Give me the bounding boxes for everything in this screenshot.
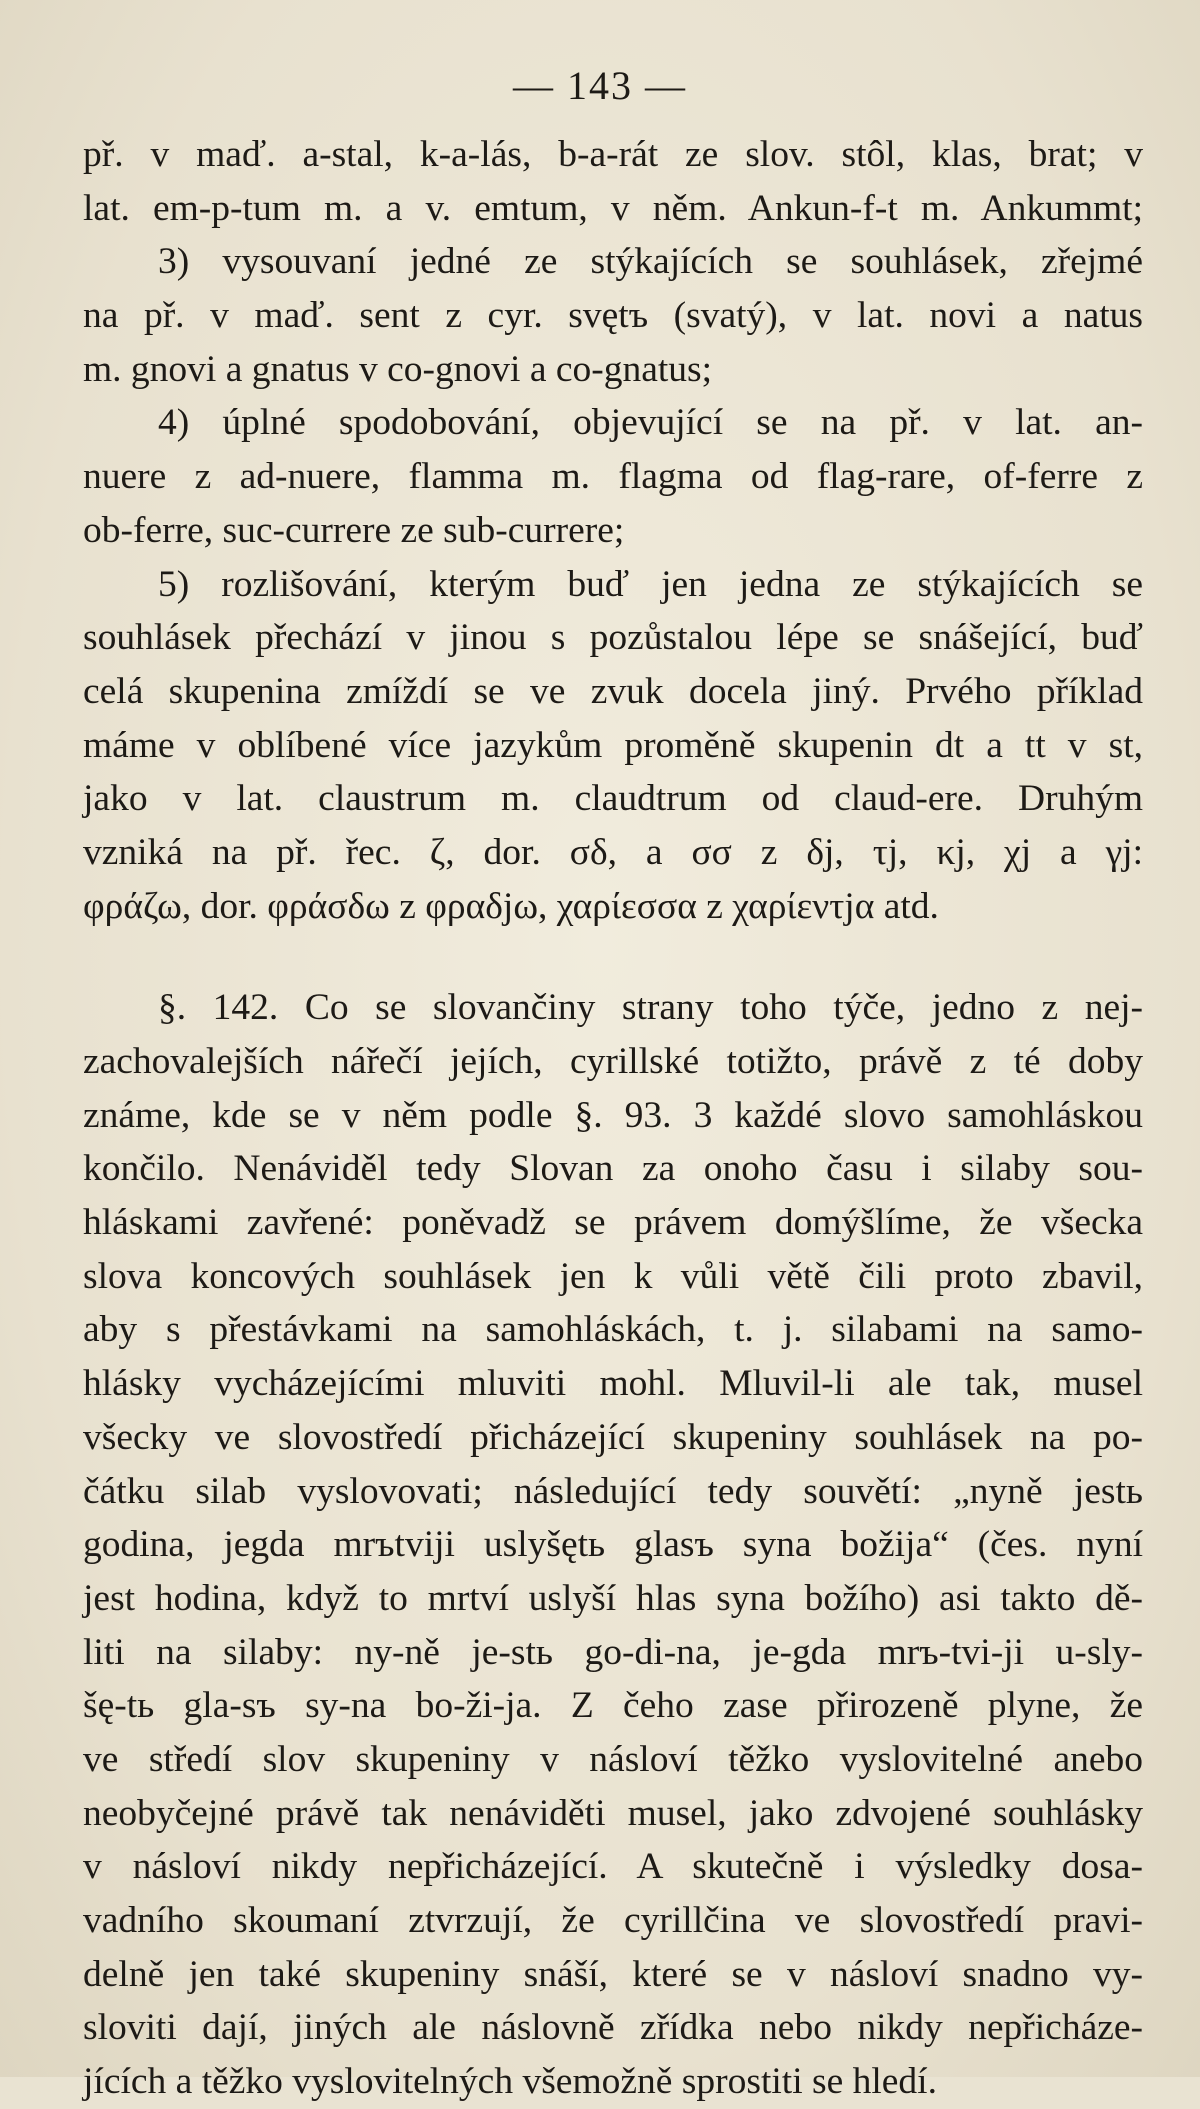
text-line: zachovalejších nářečí jejích, cyrillské totižto, právě z té doby — [83, 1041, 1143, 1082]
text-line: slova koncových souhlásek jen k vůli větě čili proto zbavil, — [83, 1255, 1143, 1297]
text-line: vadního skoumaní ztvrzují, že cyrillčina ve slovostředí pravi- — [83, 1900, 1143, 1941]
text-line: celá skupenina zmíždí se ve zvuk docela jiný. Prvého příklad — [83, 670, 1143, 712]
text-line: čátku silab vyslovovati; následující tedy souvětí: „nyně jestь — [83, 1470, 1143, 1512]
text-line: φράζω, dor. φράσδω z φραδjω, χαρίεσσα z χαρίεντjα atd. — [83, 885, 939, 927]
text-line: na př. v maď. sent z cyr. svętъ (svatý), v lat. novi a natus — [83, 295, 1143, 337]
page-number: — 143 — — [513, 63, 687, 108]
text-line: delně jen také skupeniny snáší, které se v násloví snadno vy- — [83, 1953, 1143, 1995]
text-line: neobyčejné právě tak nenáviděti musel, jako zdvojené souhlásky — [83, 1792, 1143, 1834]
text-block — [83, 128, 1143, 2109]
text-line: aby s přestávkami na samohláskách, t. j. silabami na samo- — [83, 1309, 1143, 1351]
paragraph-gap — [83, 933, 1143, 981]
text-line: souhlásek přechází v jinou s pozůstalou lépe se snášející, buď — [83, 617, 1143, 659]
text-line: šę-tь gla-sъ sy-na bo-ži-ja. Z čeho zase přirozeně plyne, že — [83, 1685, 1143, 1727]
text-line: jako v lat. claustrum m. claudtrum od claud-ere. Druhým — [83, 778, 1143, 820]
text-line: známe, kde se v něm podle §. 93. 3 každé slovo samohláskou — [83, 1094, 1143, 1136]
text-line: končilo. Nenáviděl tedy Slovan za onoho času i silaby sou- — [83, 1148, 1143, 1190]
text-line: lat. em-p-tum m. a v. emtum, v něm. Ankun-f-t m. Ankummt; — [83, 187, 1143, 229]
text-line: godina, jegda mrъtviji uslyšętь glasъ syna božija“ (čes. nyní — [83, 1524, 1143, 1566]
text-line: máme v oblíbené více jazykům proměně skupenin dt a tt v st, — [83, 724, 1143, 766]
text-line: 3) vysouvaní jedné ze stýkajících se souhlásek, zřejmé — [158, 241, 1143, 283]
text-line: ve středí slov skupeniny v násloví těžko vyslovitelné anebo — [83, 1738, 1143, 1780]
text-line: v násloví nikdy nepřicházející. A skutečně i výsledky dosa- — [83, 1846, 1143, 1888]
text-line: hláskami zavřené: poněvadž se právem domýšlíme, že všecka — [83, 1202, 1143, 1244]
text-line: sloviti dají, jiných ale náslovně zřídka nebo nikdy nepřicháze- — [83, 2007, 1143, 2049]
text-line: liti na silaby: ny-ně je-stь go-di-na, je-gda mrъ-tvi-ji u-sly- — [83, 1631, 1143, 1673]
text-line: ob-ferre, suc-currere ze sub-currere; — [83, 509, 625, 551]
text-line: vzniká na př. řec. ζ, dor. σδ, a σσ z δj, τj, κj, χj a γj: — [83, 831, 1143, 873]
text-line: m. gnovi a gnatus v co-gnovi a co-gnatus; — [83, 348, 713, 390]
text-line: 5) rozlišování, kterým buď jen jedna ze stýkajících se — [158, 563, 1143, 605]
text-line: všecky ve slovostředí přicházející skupeniny souhlásek na po- — [83, 1416, 1143, 1458]
text-line: §. 142. Co se slovančiny strany toho týče, jedno z nej- — [158, 987, 1143, 1029]
text-line: jících a těžko vyslovitelných všemožně sprostiti se hledí. — [83, 2061, 937, 2103]
text-line: jest hodina, když to mrtví uslyší hlas syna božího) asi takto dě- — [83, 1577, 1143, 1619]
text-line: hlásky vycházejícími mluviti mohl. Mluvil-li ale tak, musel — [83, 1363, 1143, 1405]
text-line: nuere z ad-nuere, flamma m. flagma od flag-rare, of-ferre z — [83, 456, 1143, 498]
text-line: př. v maď. a-stal, k-a-lás, b-a-rát ze slov. stôl, klas, brat; v — [83, 134, 1143, 175]
text-line: 4) úplné spodobování, objevující se na př. v lat. an- — [158, 402, 1143, 444]
